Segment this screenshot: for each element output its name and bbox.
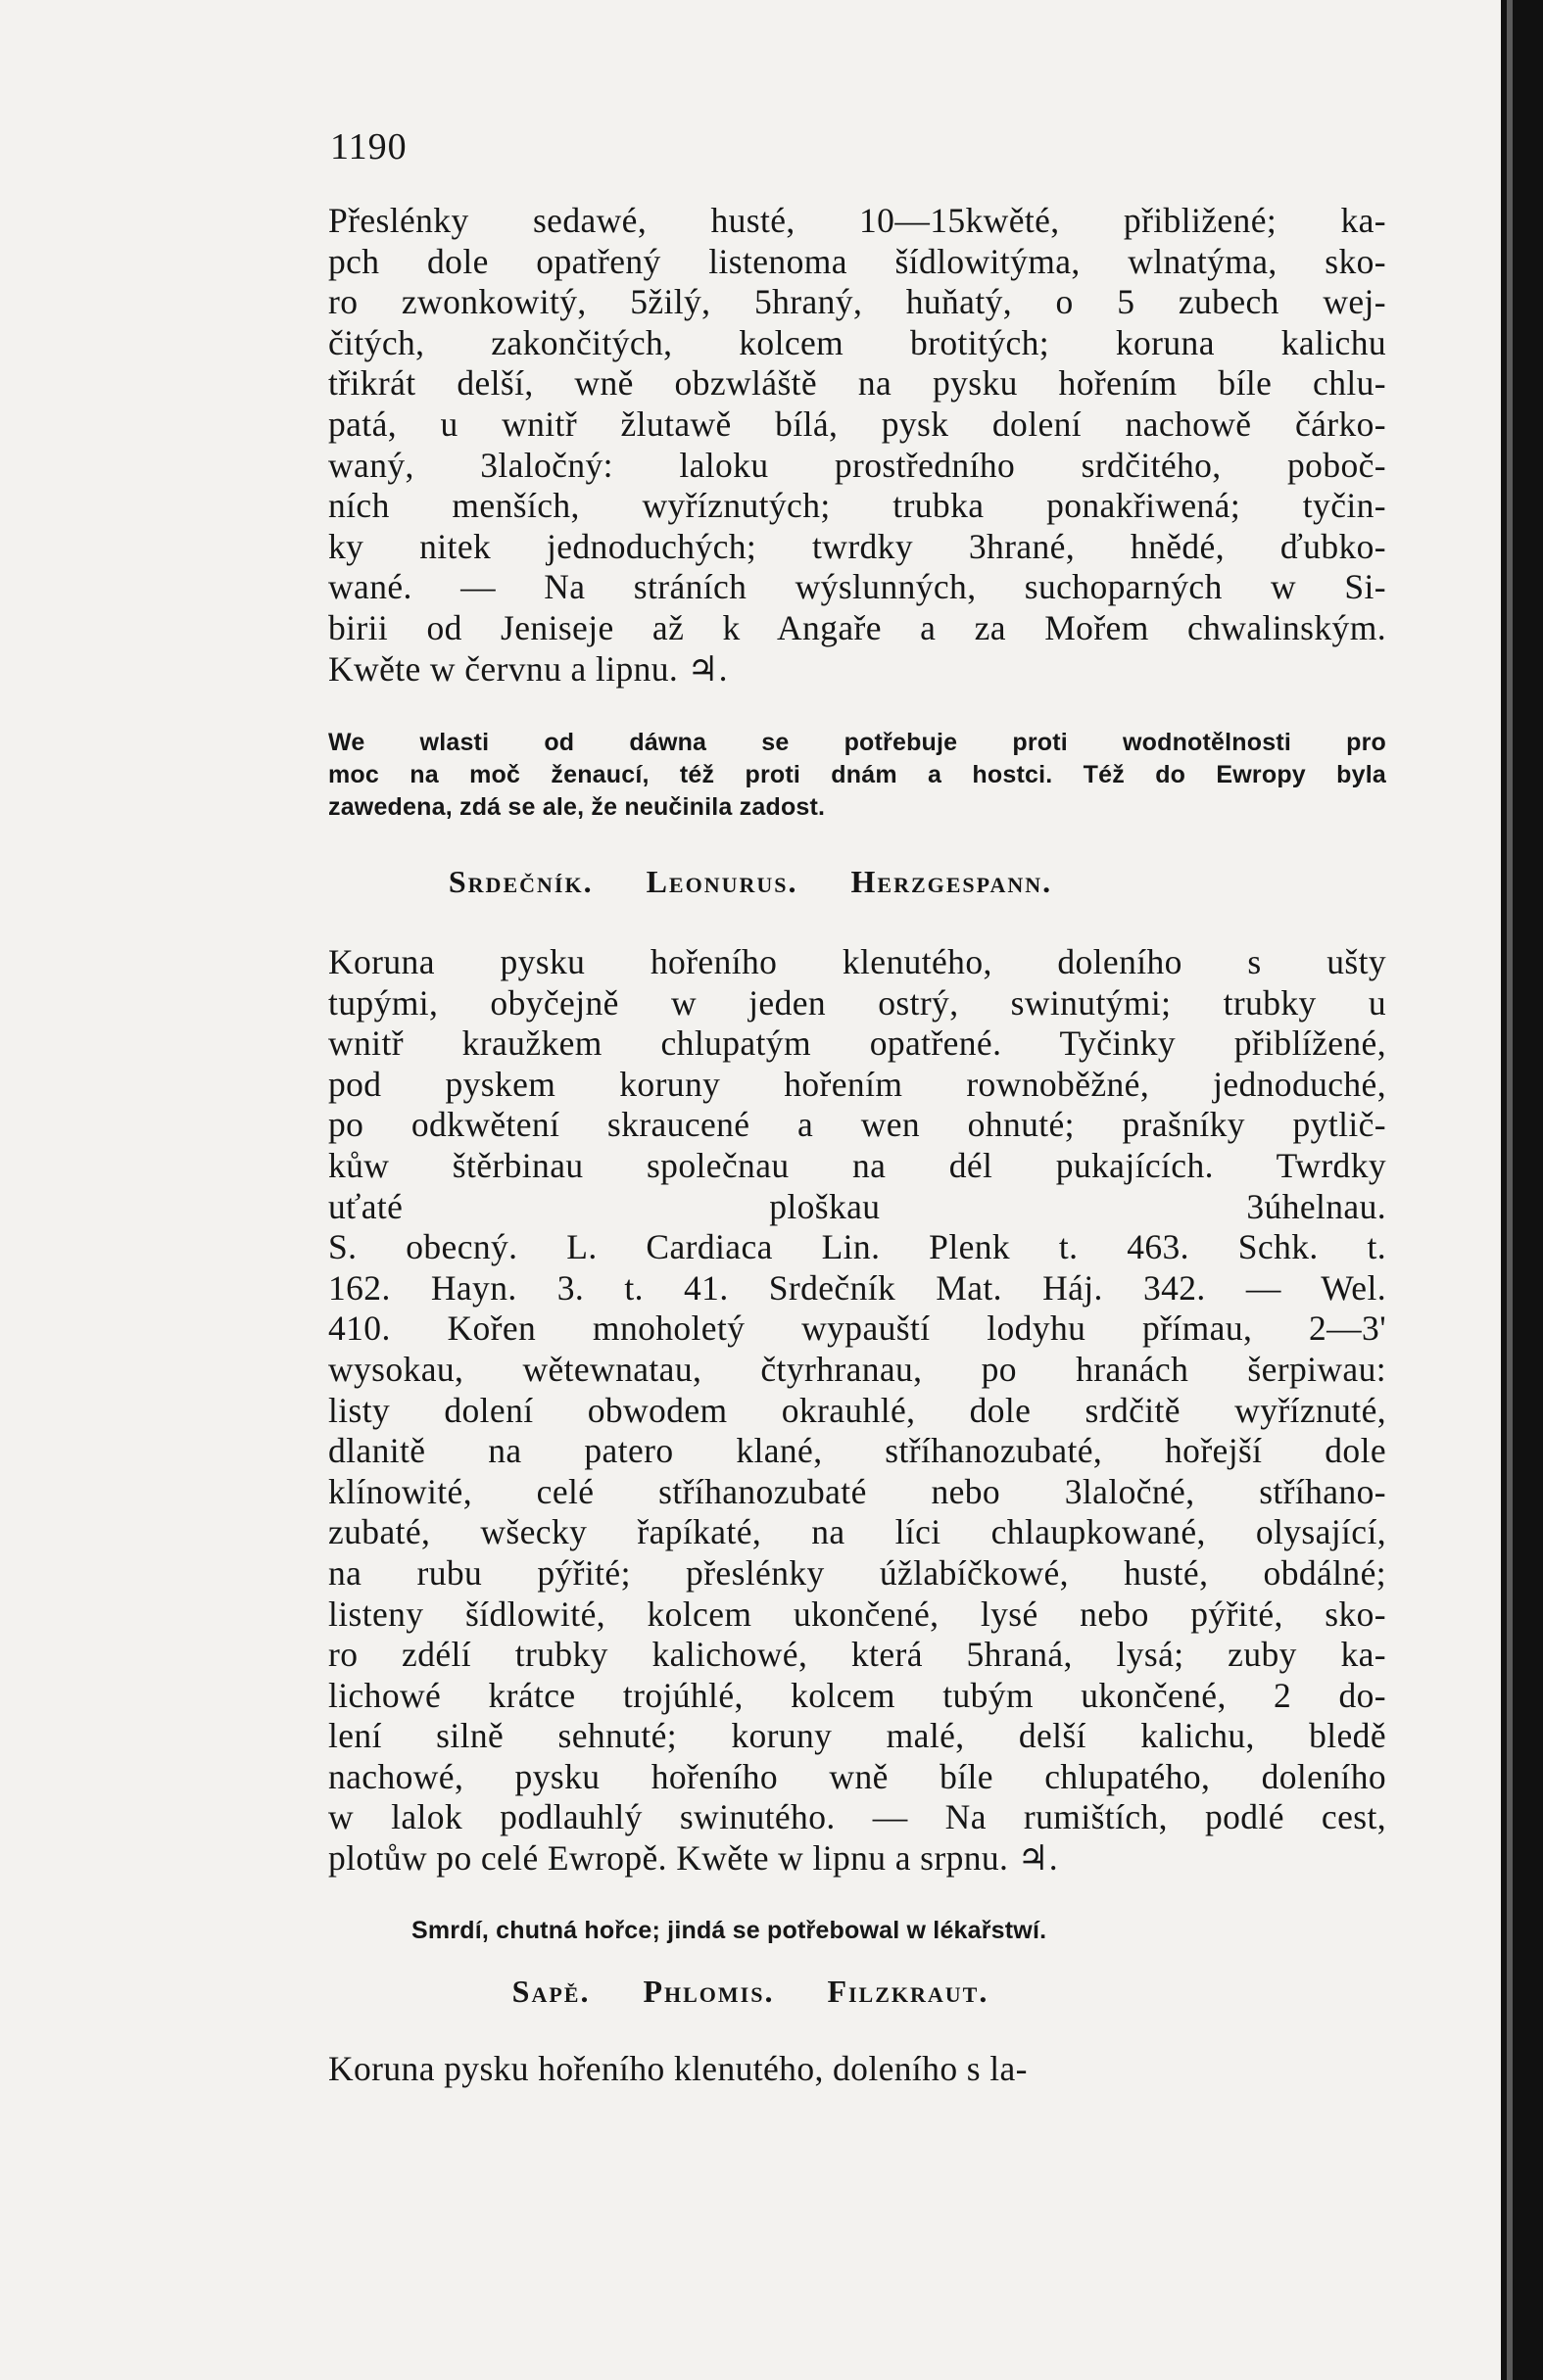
text-line: ky nitek jednoduchých; twrdky 3hrané, hnědé, ďubko- [328, 526, 1386, 566]
text-line: Přeslénky sedawé, husté, 10—15kwěté, přibližené; ka- [328, 201, 1386, 240]
text-line: listy dolení obwodem okrauhlé, dole srdčitě wyříznuté, [328, 1390, 1386, 1430]
text-line: ro zdélí trubky kalichowé, která 5hraná, lysá; zuby ka- [328, 1635, 1386, 1675]
text-line: patá, u wnitř žlutawě bílá, pysk dolení nachowě čárko- [328, 404, 1386, 444]
text-line: 410. Kořen mnoholetý wypauští lodyhu přímau, 2—3' [328, 1309, 1386, 1349]
genus-german-name: Herzgespann. [850, 864, 1053, 899]
text-line: lichowé krátce trojúhlé, kolcem tubým ukončené, 2 do- [328, 1675, 1386, 1715]
genus-czech-name: Sapě. [511, 1974, 591, 2009]
text-line: birii od Jeniseje až k Angaře a za Mořem chwalinským. [328, 607, 1386, 647]
text-line: nachowé, pysku hořeního wně bíle chlupatého, doleního [328, 1756, 1386, 1796]
text-line: ních menších, wyříznutých; trubka ponakřiwená; tyčin- [328, 486, 1386, 526]
text-line: We wlasti od dáwna se potřebuje proti wodnotělnosti pro [328, 729, 1386, 756]
text-line: pch dole opatřený listenoma šídlowitýma, wlnatýma, sko- [328, 241, 1386, 281]
text-line: pod pyskem koruny hořením rownoběžné, jednoduché, [328, 1064, 1386, 1104]
usage-note [328, 727, 1386, 824]
text-line: dlanitě na patero klané, stříhanozubaté, hořejší dole [328, 1431, 1386, 1471]
text-line: zubaté, wšecky řapíkaté, na líci chlaupkowané, olysající, [328, 1512, 1386, 1552]
genus-heading-phlomis [0, 1974, 1501, 2010]
text-line: Kwěte w červnu a lipnu. ♃. [328, 648, 728, 689]
text-line: waný, 3laločný: laloku prostředního srdčitého, poboč- [328, 445, 1386, 485]
text-line: třikrát delší, wně obzwláště na pysku hořením bíle chlu- [328, 363, 1386, 404]
text-line: w lalok podlauhlý swinutého. — Na rumištích, podlé cest, [328, 1797, 1386, 1837]
text-line: lení silně sehnuté; koruny malé, delší kalichu, bledě [328, 1716, 1386, 1756]
usage-note-leonurus [411, 1915, 1293, 1947]
text-line: zawedena, zdá se ale, že neučinila zadost. [328, 793, 826, 821]
genus-german-name: Filzkraut. [827, 1974, 989, 2009]
text-line: S. obecný. L. Cardiaca Lin. Plenk t. 463. Schk. t. [328, 1227, 1386, 1267]
text-line: plotůw po celé Ewropě. Kwěte w lipnu a srpnu. ♃. [328, 1838, 1059, 1879]
text-line: po odkwětení skraucené a wen ohnuté; prašníky pytlič- [328, 1105, 1386, 1145]
text-line: wysokau, wětewnatau, čtyrhranau, po hranách šerpiwau: [328, 1349, 1386, 1389]
genus-description-phlomis [328, 2049, 1386, 2090]
text-line: čitých, zakončitých, kolcem brotitých; koruna kalichu [328, 322, 1386, 362]
text-line: wnitř kraužkem chlupatým opatřené. Tyčinky přiblížené, [328, 1023, 1386, 1064]
text-line: tupými, obyčejně w jeden ostrý, swinutými; trubky u [328, 982, 1386, 1023]
genus-heading-leonurus [0, 864, 1501, 900]
text-line: listeny šídlowité, kolcem ukončené, lysé nebo pýřité, sko- [328, 1594, 1386, 1634]
genus-description-leonurus [328, 942, 1386, 1880]
text-line: wané. — Na stráních wýslunných, suchoparných w Si- [328, 567, 1386, 607]
page-number: 1190 [330, 126, 408, 167]
text-line: uťaté ploškau 3úhelnau. [328, 1186, 1386, 1226]
genus-latin-name: Leonurus. [646, 864, 798, 899]
scan-border-strip [1507, 0, 1513, 2380]
text-line: Smrdí, chutná hořce; jindá se potřebowal w lékařstwí. [411, 1917, 1047, 1944]
species-description-continued [328, 201, 1386, 690]
text-line: moc na moč ženaucí, též proti dnám a hostci. Též do Ewropy byla [328, 761, 1386, 788]
text-line: ro zwonkowitý, 5žilý, 5hraný, huňatý, o 5 zubech wej- [328, 282, 1386, 322]
text-line: klínowité, celé stříhanozubaté nebo 3laločné, stříhano- [328, 1471, 1386, 1511]
genus-czech-name: Srdečník. [448, 864, 594, 899]
genus-latin-name: Phlomis. [643, 1974, 775, 2009]
text-line: Koruna pysku hořeního klenutého, doleního s ušty [328, 942, 1386, 981]
text-line: 162. Hayn. 3. t. 41. Srdečník Mat. Háj. 342. — Wel. [328, 1267, 1386, 1308]
text-line: Koruna pysku hořeního klenutého, doleního s la- [328, 2049, 1028, 2088]
text-line: na rubu pýřité; přeslénky úžlabíčkowé, husté, obdálné; [328, 1552, 1386, 1593]
text-line: kůw štěrbinau společnau na dél pukajících. Twrdky [328, 1145, 1386, 1185]
